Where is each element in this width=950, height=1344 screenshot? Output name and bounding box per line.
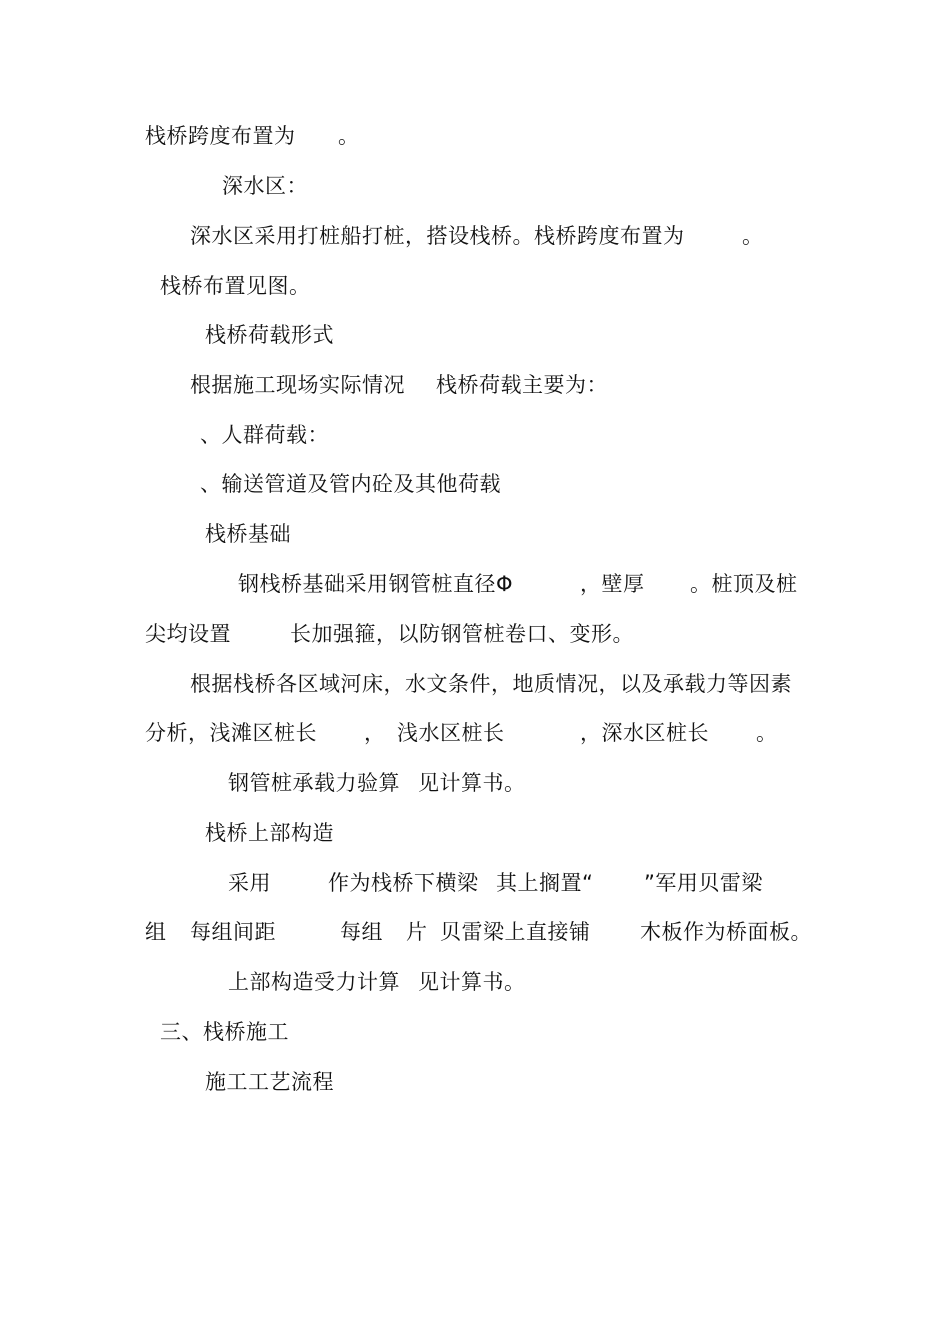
text-segment: ”军用贝雷梁 xyxy=(644,871,763,895)
text-segment: 。 xyxy=(742,224,764,248)
text-segment: 钢栈桥基础采用钢管桩直径Φ xyxy=(238,572,514,596)
text-segment: 片 xyxy=(406,920,428,944)
text-segment: 贝雷梁上直接铺 xyxy=(440,920,591,944)
section-heading: 深水区： xyxy=(222,174,308,198)
chapter-heading: 三、栈桥施工 xyxy=(160,1020,289,1044)
text-segment: 组 xyxy=(145,920,167,944)
text-segment: 浅水区桩长 xyxy=(397,721,505,745)
text-segment: 栈桥荷载主要为： xyxy=(436,373,608,397)
text-segment: 采用 xyxy=(228,871,271,895)
text-segment: 根据栈桥各区域河床，水文条件，地质情况，以及承载力等因素 xyxy=(190,672,792,696)
text-segment: 作为栈桥下横梁 xyxy=(328,871,479,895)
text-segment: 。桩顶及桩 xyxy=(690,572,798,596)
text-segment: 栈桥布置见图。 xyxy=(160,274,311,298)
text-segment: 栈桥跨度布置为 xyxy=(145,124,296,148)
text-segment: 尖均设置 xyxy=(145,622,231,646)
list-item: 、输送管道及管内砼及其他荷载 xyxy=(200,472,501,496)
text-segment: 长加强箍，以防钢管桩卷口、变形。 xyxy=(290,622,634,646)
text-segment: ，壁厚 xyxy=(580,572,645,596)
text-segment: 。 xyxy=(338,124,360,148)
text-segment: 其上搁置“ xyxy=(496,871,594,895)
text-segment: 木板作为桥面板。 xyxy=(640,920,812,944)
list-item: 、人群荷载： xyxy=(200,423,329,447)
section-heading: 栈桥基础 xyxy=(205,522,291,546)
text-segment: ， xyxy=(364,721,386,745)
text-segment: 每组间距 xyxy=(190,920,276,944)
text-segment: 见计算书。 xyxy=(418,771,526,795)
section-heading: 栈桥荷载形式 xyxy=(205,323,334,347)
text-segment: 分析，浅滩区桩长 xyxy=(145,721,317,745)
text-segment: 上部构造受力计算 xyxy=(228,970,400,994)
text-segment: 根据施工现场实际情况 xyxy=(190,373,405,397)
text-segment: 。 xyxy=(756,721,778,745)
section-heading: 栈桥上部构造 xyxy=(205,821,334,845)
text-segment: 深水区采用打桩船打桩，搭设栈桥。栈桥跨度布置为 xyxy=(190,224,685,248)
text-segment: ，深水区桩长 xyxy=(580,721,709,745)
text-segment: 钢管桩承载力验算 xyxy=(228,771,400,795)
text-segment: 见计算书。 xyxy=(418,970,526,994)
section-heading: 施工工艺流程 xyxy=(205,1070,334,1094)
text-segment: 每组 xyxy=(340,920,383,944)
